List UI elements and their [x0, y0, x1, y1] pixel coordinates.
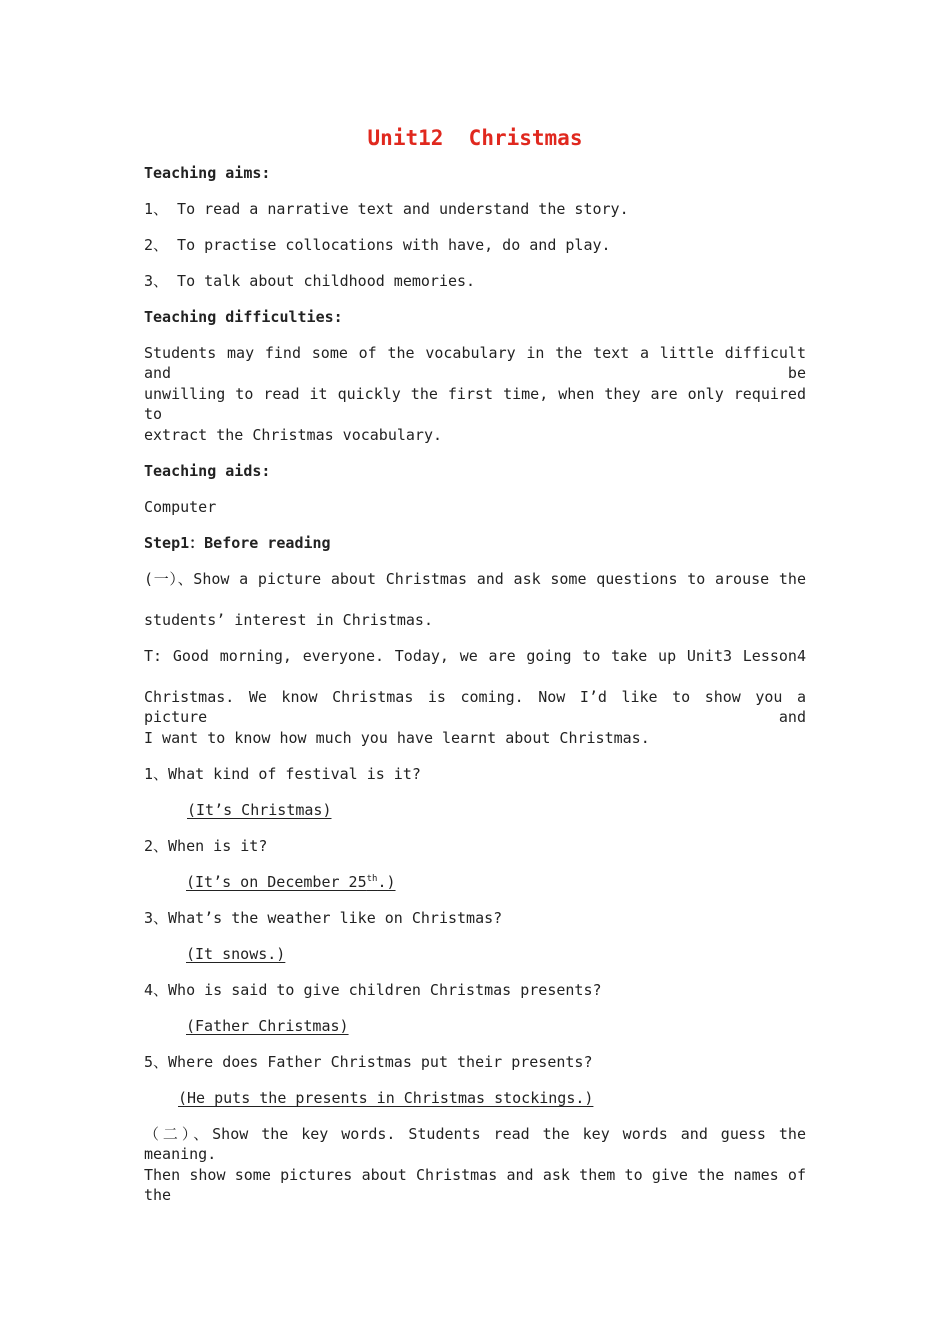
part2-line: Then show some pictures about Christmas and ask them to give the names of the [144, 1166, 806, 1204]
step1-heading: Step1：Before reading [144, 534, 331, 552]
question: 2、When is it? [144, 837, 268, 855]
part1-line: students’ interest in Christmas. [144, 611, 433, 629]
aim-item: 1、 To read a narrative text and understand the story. [144, 200, 629, 218]
part2-line: （二）、Show the key words. Students read the key words and guess the meaning. [144, 1125, 806, 1163]
difficulties-line: extract the Christmas vocabulary. [144, 426, 443, 444]
teacher-line: Christmas. We know Christmas is coming. Now I’d like to show you a picture and [144, 688, 806, 726]
part1-line: (一）、Show a picture about Christmas and ask some questions to arouse the [144, 570, 806, 588]
teaching-aims-heading: Teaching aims: [144, 164, 271, 182]
teaching-aids-text: Computer [144, 498, 217, 516]
difficulties-line: Students may find some of the vocabulary in the text a little difficult and be [144, 344, 806, 382]
answer: (It’s on December 25th.) [186, 873, 396, 891]
difficulties-line: unwilling to read it quickly the first time, when they are only required to [144, 385, 806, 423]
answer: (Father Christmas) [186, 1017, 349, 1035]
aim-item: 2、 To practise collocations with have, do and play. [144, 236, 611, 254]
teaching-aids-heading: Teaching aids: [144, 462, 271, 480]
superscript: th [366, 874, 378, 884]
answer: (He puts the presents in Christmas stockings.) [178, 1089, 594, 1107]
teacher-line: T: Good morning, everyone. Today, we are going to take up Unit3 Lesson4 [144, 647, 806, 665]
answer: (It snows.) [186, 945, 286, 963]
question: 4、Who is said to give children Christmas presents? [144, 981, 602, 999]
teacher-line: I want to know how much you have learnt about Christmas. [144, 729, 650, 747]
teaching-difficulties-heading: Teaching difficulties: [144, 308, 343, 326]
answer: (It’s Christmas) [187, 801, 332, 819]
question: 5、Where does Father Christmas put their presents? [144, 1053, 593, 1071]
aim-item: 3、 To talk about childhood memories. [144, 272, 476, 290]
question: 1、What kind of festival is it? [144, 765, 421, 783]
question: 3、What’s the weather like on Christmas? [144, 909, 503, 927]
page-title: Unit12 Christmas [367, 126, 583, 150]
